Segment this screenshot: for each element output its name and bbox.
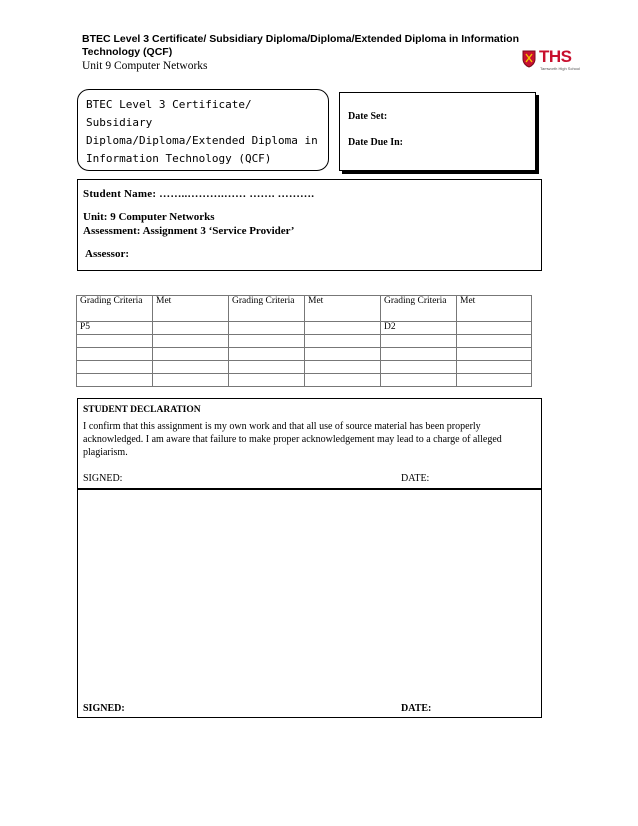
declaration-text: I confirm that this assignment is my own work and that all use of source material has been properly acknowledged. I am aware that failure to make proper acknowledgement may lead to a charge of alleged plagiarism. <box>83 421 502 458</box>
table-cell <box>153 335 229 348</box>
dates-box <box>339 92 536 171</box>
table-row <box>77 322 532 335</box>
table-cell <box>381 335 457 348</box>
table-cell: P5 <box>77 322 153 335</box>
table-cell: D2 <box>381 322 457 335</box>
table-cell <box>77 348 153 361</box>
grading-criteria-table <box>76 295 532 387</box>
table-cell <box>153 348 229 361</box>
declaration-signed-label: SIGNED: <box>83 473 123 484</box>
table-cell <box>229 374 305 387</box>
table-cell <box>229 348 305 361</box>
table-cell <box>457 361 532 374</box>
table-cell <box>229 335 305 348</box>
title-line-1: BTEC Level 3 Certificate/ Subsidiary <box>86 98 252 129</box>
table-header-row <box>77 296 532 322</box>
table-cell <box>153 322 229 335</box>
title-line-2: Diploma/Diploma/Extended Diploma in <box>86 134 318 147</box>
table-cell <box>305 374 381 387</box>
table-cell <box>457 322 532 335</box>
table-cell <box>457 348 532 361</box>
table-cell <box>457 335 532 348</box>
table-cell <box>457 374 532 387</box>
table-header-cell: Met <box>457 296 532 322</box>
table-header-cell: Met <box>305 296 381 322</box>
table-header-cell: Grading Criteria <box>229 296 305 322</box>
assessor-date-label: DATE: <box>401 703 432 714</box>
logo-text: THS <box>539 47 572 66</box>
table-cell <box>305 361 381 374</box>
date-due-label: Date Due In: <box>348 137 403 148</box>
student-declaration-box <box>77 398 542 489</box>
table-row <box>77 335 532 348</box>
table-row <box>77 361 532 374</box>
table-header-cell: Met <box>153 296 229 322</box>
document-header-unit: Unit 9 Computer Networks <box>82 60 208 72</box>
table-cell <box>305 348 381 361</box>
unit-label: Unit: 9 Computer Networks <box>83 211 215 223</box>
table-cell <box>229 322 305 335</box>
table-cell <box>381 374 457 387</box>
assessor-label: Assessor: <box>85 248 129 260</box>
student-name-field: Student Name: ……..……….…… ……. ………. <box>83 188 315 200</box>
logo-subtitle: Tamworth High School <box>540 66 581 71</box>
table-cell <box>77 335 153 348</box>
document-header-title: BTEC Level 3 Certificate/ Subsidiary Diploma/Diploma/Extended Diploma in Information Technology (QCF) <box>82 33 519 58</box>
table-cell <box>381 348 457 361</box>
school-logo <box>522 49 602 75</box>
table-cell <box>153 361 229 374</box>
table-cell <box>305 322 381 335</box>
shield-icon <box>522 50 536 68</box>
table-header-cell: Grading Criteria <box>381 296 457 322</box>
table-row <box>77 374 532 387</box>
table-cell <box>77 361 153 374</box>
declaration-date-label: DATE: <box>401 473 430 484</box>
table-cell <box>229 361 305 374</box>
table-cell <box>381 361 457 374</box>
assessment-label: Assessment: Assignment 3 ‘Service Provider’ <box>83 225 295 237</box>
table-row <box>77 348 532 361</box>
table-header-cell: Grading Criteria <box>77 296 153 322</box>
declaration-heading: STUDENT DECLARATION <box>83 405 201 415</box>
table-cell <box>153 374 229 387</box>
qualification-title-box <box>77 89 329 171</box>
date-set-label: Date Set: <box>348 111 388 122</box>
table-cell <box>305 335 381 348</box>
title-line-3: Information Technology (QCF) <box>86 152 272 165</box>
table-cell <box>77 374 153 387</box>
assessor-feedback-box <box>77 488 542 718</box>
assessor-signed-label: SIGNED: <box>83 703 125 714</box>
student-info-box <box>77 179 542 271</box>
